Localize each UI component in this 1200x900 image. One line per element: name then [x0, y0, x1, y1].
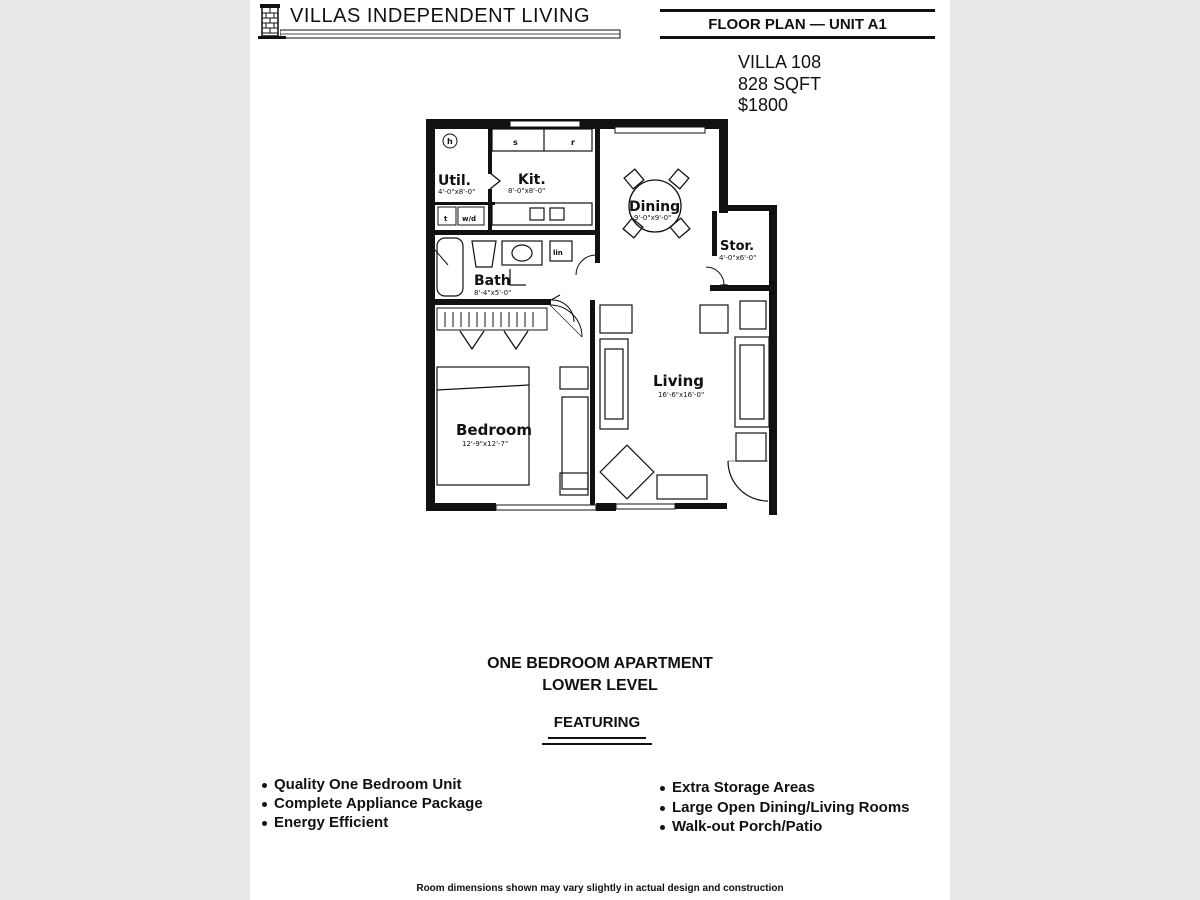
bullet-icon: [660, 825, 665, 830]
heater-label: h: [447, 137, 453, 146]
util-label: Util.: [438, 173, 471, 189]
brand-underline-bricks: [280, 28, 630, 40]
unit-price: $1800: [738, 95, 789, 115]
feature-item: Complete Appliance Package: [262, 795, 483, 812]
util-dims: 4'-0"x8'-0": [438, 188, 476, 196]
feature-item: Energy Efficient: [262, 814, 388, 831]
dining-dims: 9'-0"x9'-0": [634, 214, 672, 222]
kit-label: Kit.: [518, 172, 546, 188]
stor-dims: 4'-0"x6'-0": [719, 254, 757, 262]
apartment-type: ONE BEDROOM APARTMENT: [487, 655, 713, 672]
apartment-level: LOWER LEVEL: [542, 677, 658, 694]
floor-plan-sheet: [250, 0, 950, 900]
feature-item: Extra Storage Areas: [660, 779, 815, 796]
water-heater-label: t: [444, 215, 448, 223]
linen-label: lin: [553, 249, 563, 257]
floor-plan-drawing: [410, 105, 790, 525]
bedroom-dims: 12'-9"x12'-7": [462, 440, 509, 448]
bedroom-label: Bedroom: [456, 421, 532, 439]
bullet-icon: [660, 786, 665, 791]
kit-dims: 8'-0"x8'-0": [508, 187, 546, 195]
feature-item: Quality One Bedroom Unit: [262, 776, 462, 793]
exterior-walls: [426, 119, 777, 515]
feature-item: Large Open Dining/Living Rooms: [660, 799, 910, 816]
unit-name: VILLA 108: [738, 52, 822, 72]
featuring-heading-wrap: [542, 714, 652, 745]
featuring-underline: [542, 743, 652, 745]
bullet-icon: [262, 783, 267, 788]
washer-dryer-label: w/d: [462, 215, 477, 223]
living-dims: 16'-6"x16'-0": [658, 391, 705, 399]
bullet-icon: [262, 802, 267, 807]
unit-size: 828 SQFT: [738, 74, 822, 94]
featuring-heading: FEATURING: [548, 714, 646, 739]
feature-item: Walk-out Porch/Patio: [660, 818, 822, 835]
stor-label: Stor.: [720, 239, 755, 254]
dining-label: Dining: [629, 199, 681, 215]
bath-label: Bath: [474, 273, 511, 289]
disclaimer-note: Room dimensions shown may vary slightly in actual design and construction: [416, 883, 784, 894]
bullet-icon: [262, 821, 267, 826]
sink-label: s: [513, 138, 518, 147]
brand-name: VILLAS INDEPENDENT LIVING: [290, 5, 590, 27]
floor-plan-title: FLOOR PLAN — UNIT A1: [660, 9, 935, 39]
bullet-icon: [660, 806, 665, 811]
fridge-label: r: [571, 138, 575, 147]
living-label: Living: [653, 372, 705, 390]
bath-dims: 8'-4"x5'-0": [474, 289, 512, 297]
